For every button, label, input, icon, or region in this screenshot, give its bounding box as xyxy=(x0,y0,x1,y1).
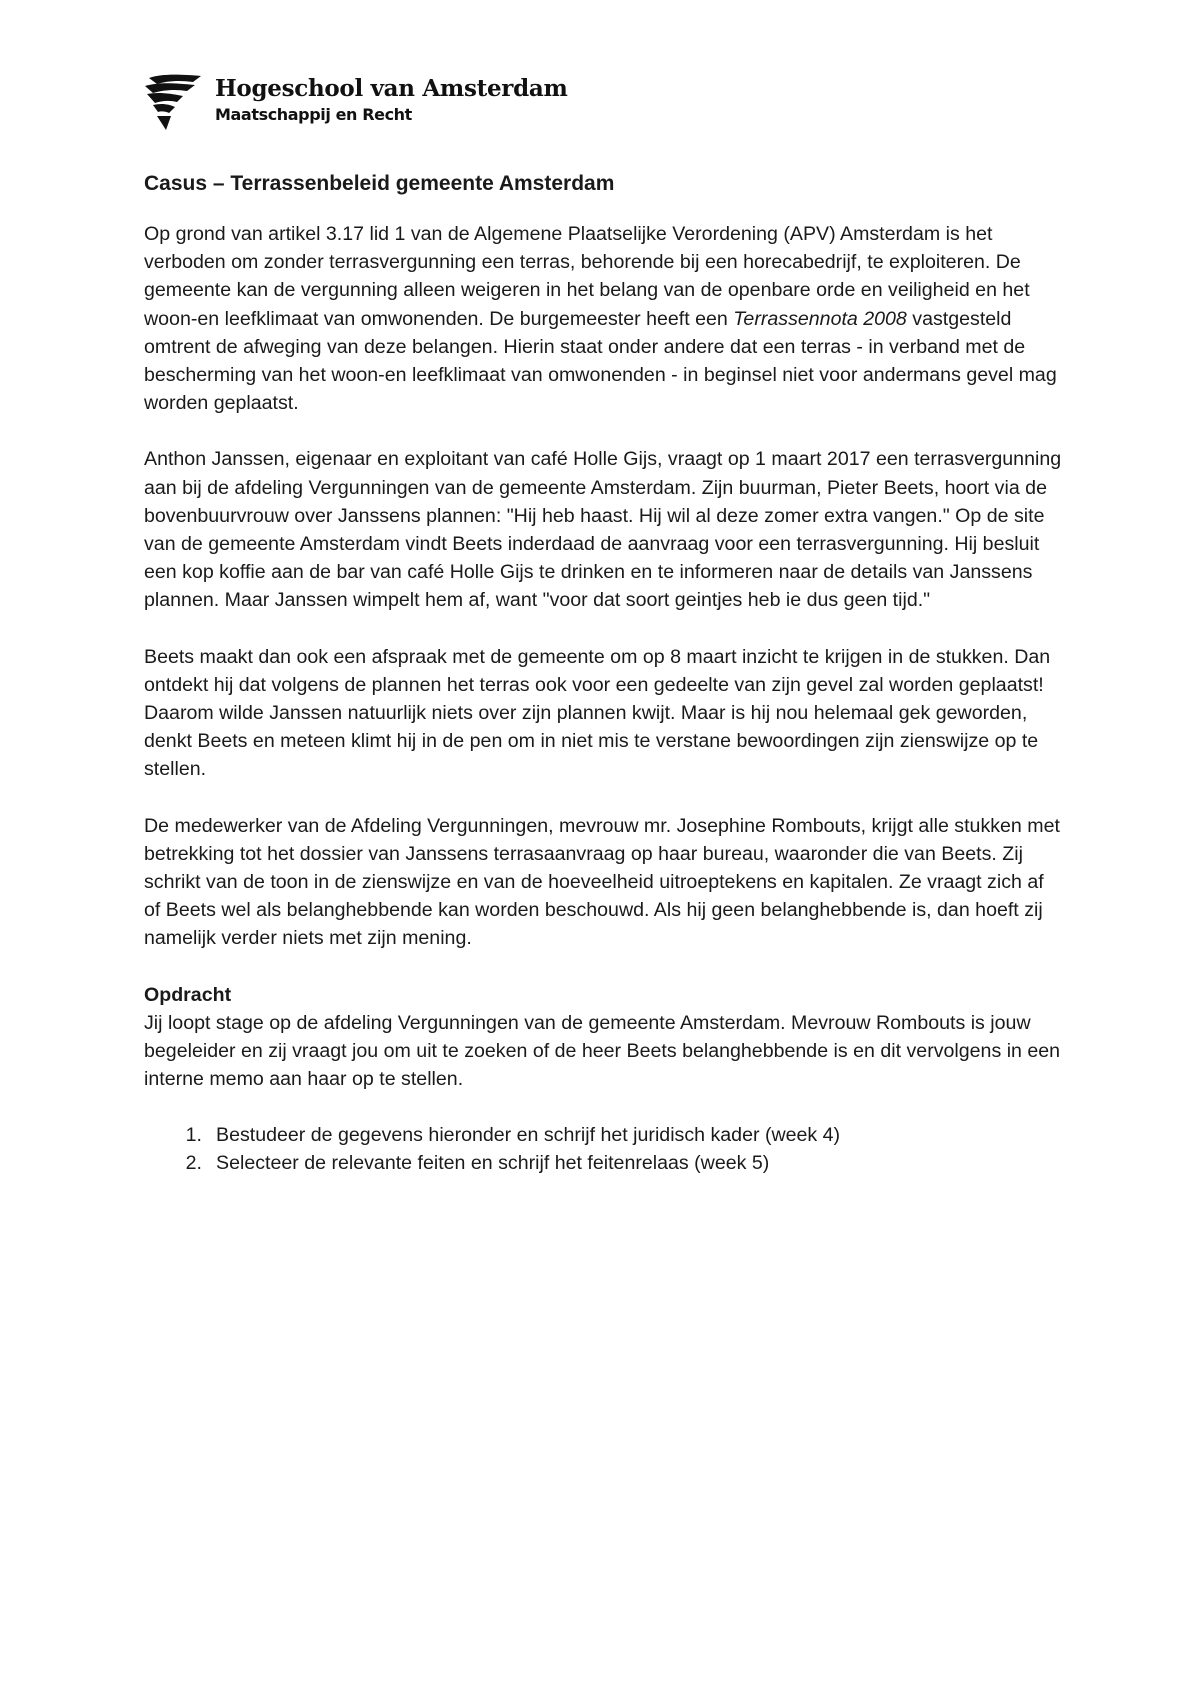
assignment-text: Jij loopt stage op de afdeling Vergunningen van de gemeente Amsterdam. Mevrouw Rombouts is jouw begeleider en zij vraagt jou om uit te zoeken of de heer Beets belanghebbende is en dit vervolgens in een interne memo aan haar op te stellen. xyxy=(144,1011,1061,1091)
list-item-text: Bestudeer de gegevens hieronder en schrijf het juridisch kader (week 4) xyxy=(216,1124,841,1147)
paragraph-beets: Beets maakt dan ook een afspraak met de gemeente om op 8 maart inzicht te krijgen in de stukken. Dan ontdekt hij dat volgens de plannen het terras ook voor een gedeelte van zijn gevel zal worden geplaatst! Daarom wilde Janssen natuurlijk niets over zijn plannen kwijt. Maar is hij nou helemaal gek geworden, denkt Beets en meteen klimt hij in de pen om in niet mis te verstane bewoordingen zijn zienswijze op te stellen. xyxy=(144,645,1051,781)
organization-name: Hogeschool van Amsterdam xyxy=(215,75,568,102)
letterhead xyxy=(143,72,568,134)
paragraph-janssen: Anthon Janssen, eigenaar en exploitant van café Holle Gijs, vraagt op 1 maart 2017 een terrasvergunning aan bij de afdeling Vergunningen van de gemeente Amsterdam. Zijn buurman, Pieter Beets, hoort via de bovenbuurvrouw over Janssens plannen: "Hij heb haast. Hij wil al deze zomer extra vangen." Op de site van de gemeente Amsterdam vindt Beets inderdaad de aanvraag voor een terrasvergunning. Hij besluit een kop koffie aan de bar van café Holle Gijs te drinken en te informeren naar de details van Janssens plannen. Maar Janssen wimpelt hem af, want "voor dat soort geintjes heb ie dus geen tijd." xyxy=(144,448,1062,612)
document-body xyxy=(144,170,1064,1178)
list-item xyxy=(144,1149,1064,1177)
assignment-heading: Opdracht xyxy=(144,983,232,1006)
list-item-text: Selecteer de relevante feiten en schrijf het feitenrelaas (week 5) xyxy=(216,1152,770,1175)
terrassennota-reference: Terrassennota 2008 xyxy=(733,307,907,330)
list-item-number: 2. xyxy=(185,1152,202,1175)
document-title: Casus – Terrassenbeleid gemeente Amsterdam xyxy=(144,172,615,195)
list-item xyxy=(144,1121,1064,1149)
hva-logo-icon xyxy=(143,72,207,134)
list-item-number: 1. xyxy=(185,1124,202,1147)
paragraph-intro-part2: vastgesteld omtrent de afweging van deze belangen. Hierin staat onder andere dat een terras - in verband met de bescherming van het woon-en leefklimaat van omwonenden - in beginsel niet voor andermans gevel mag worden geplaatst. xyxy=(144,307,1057,415)
steps-list xyxy=(144,1121,1064,1177)
paragraph-intro xyxy=(144,220,1064,417)
paragraph-intro-part1: Op grond van artikel 3.17 lid 1 van de Algemene Plaatselijke Verordening (APV) Amsterdam is het verboden om zonder terrasvergunning een terras, behorende bij een horecabedrijf, te exploiteren. De gemeente kan de vergunning alleen weigeren in het belang van de openbare orde en veiligheid en het woon-en leefklimaat van omwonenden. De burgemeester heeft een xyxy=(144,223,1030,330)
paragraph-rombouts: De medewerker van de Afdeling Vergunningen, mevrouw mr. Josephine Rombouts, krijgt alle stukken met betrekking tot het dossier van Janssens terrasaanvraag op haar bureau, waaronder die van Beets. Zij schrikt van de toon in de zienswijze en van de hoeveelheid uitroeptekens en kapitalen. Ze vraagt zich af of Beets wel als belanghebbende kan worden beschouwd. Als hij geen belanghebbende is, dan hoeft zij namelijk verder niets met zijn mening. xyxy=(144,814,1060,950)
department-name: Maatschappij en Recht xyxy=(215,105,412,124)
